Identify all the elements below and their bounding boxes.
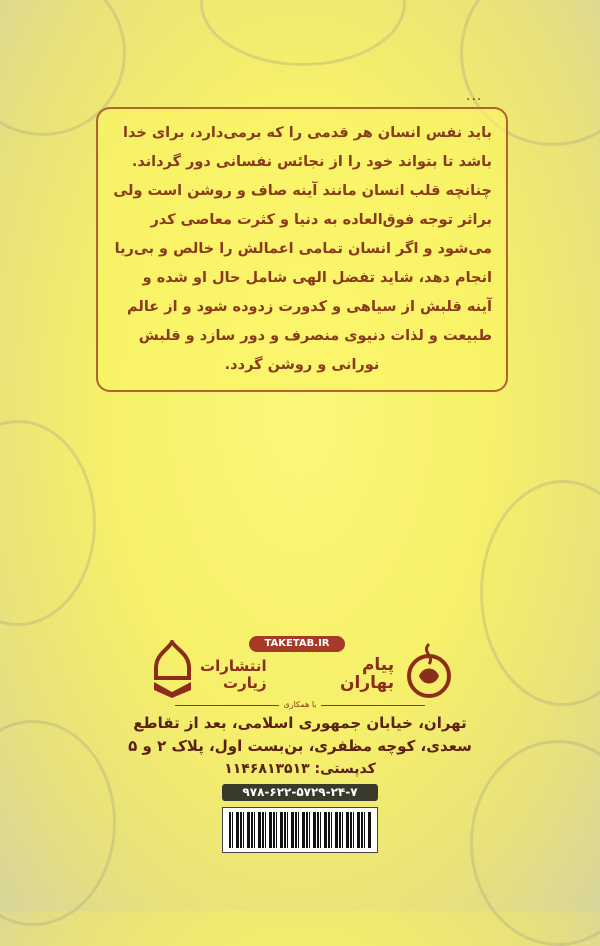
collaboration-divider xyxy=(175,698,425,712)
publisher-name-line: پیام xyxy=(361,655,395,675)
publisher-name-line: زیارت xyxy=(223,674,267,692)
publisher-name-line: انتشارات xyxy=(200,657,267,675)
publisher-info xyxy=(80,698,520,853)
text-line: می‌شود و اگر انسان تمامی اعمالش را خالص و بی‌ریا xyxy=(114,241,492,257)
text-line: انجام دهد، شاید تفضل الهی شامل حال او شده و xyxy=(142,270,492,286)
text-line: نورانی و روشن گردد. xyxy=(224,357,380,373)
payam-baharan-logo-icon xyxy=(405,640,453,705)
collaboration-label: با همکاری xyxy=(279,698,320,712)
address-line: تهران، خیابان جمهوری اسلامی، بعد از تقاطع xyxy=(133,714,467,732)
postal-code: کدپستی: ۱۱۴۶۸۱۳۵۱۳ xyxy=(224,761,376,777)
isbn: ۹۷۸-۶۲۲-۵۷۲۹-۲۴-۷ xyxy=(222,784,378,801)
text-line: طبیعت و لذات دنیوی منصرف و دور سازد و قلبش xyxy=(138,328,492,344)
ellipsis: ... xyxy=(466,88,483,104)
zeyarat-logo-icon xyxy=(150,640,195,700)
publisher-zeyarat xyxy=(200,658,267,692)
publisher-name-line: بهاران xyxy=(340,673,395,693)
barcode xyxy=(222,807,378,853)
text-line: آینه قلبش از سیاهی و کدورت زدوده شود و از عالم xyxy=(127,299,492,315)
text-line: باید نفس انسان هر قدمی را که برمی‌دارد، برای خدا xyxy=(123,125,492,141)
quote-box xyxy=(96,107,508,392)
text-line: چنانچه قلب انسان مانند آینه صاف و روشن است ولی xyxy=(113,183,492,199)
publisher-payam-baharan xyxy=(340,656,394,692)
text-line: براثر توجه فوق‌العاده به دنیا و کثرت معاصی کدر xyxy=(150,212,492,228)
text-line: باشد تا بتواند خود را از نجائس نفسانی دور گرداند. xyxy=(131,154,492,170)
website-badge: TAKETAB.IR xyxy=(249,636,345,652)
address-line: سعدی، کوچه مظفری، بن‌بست اول، پلاک ۲ و ۵ xyxy=(128,737,472,755)
